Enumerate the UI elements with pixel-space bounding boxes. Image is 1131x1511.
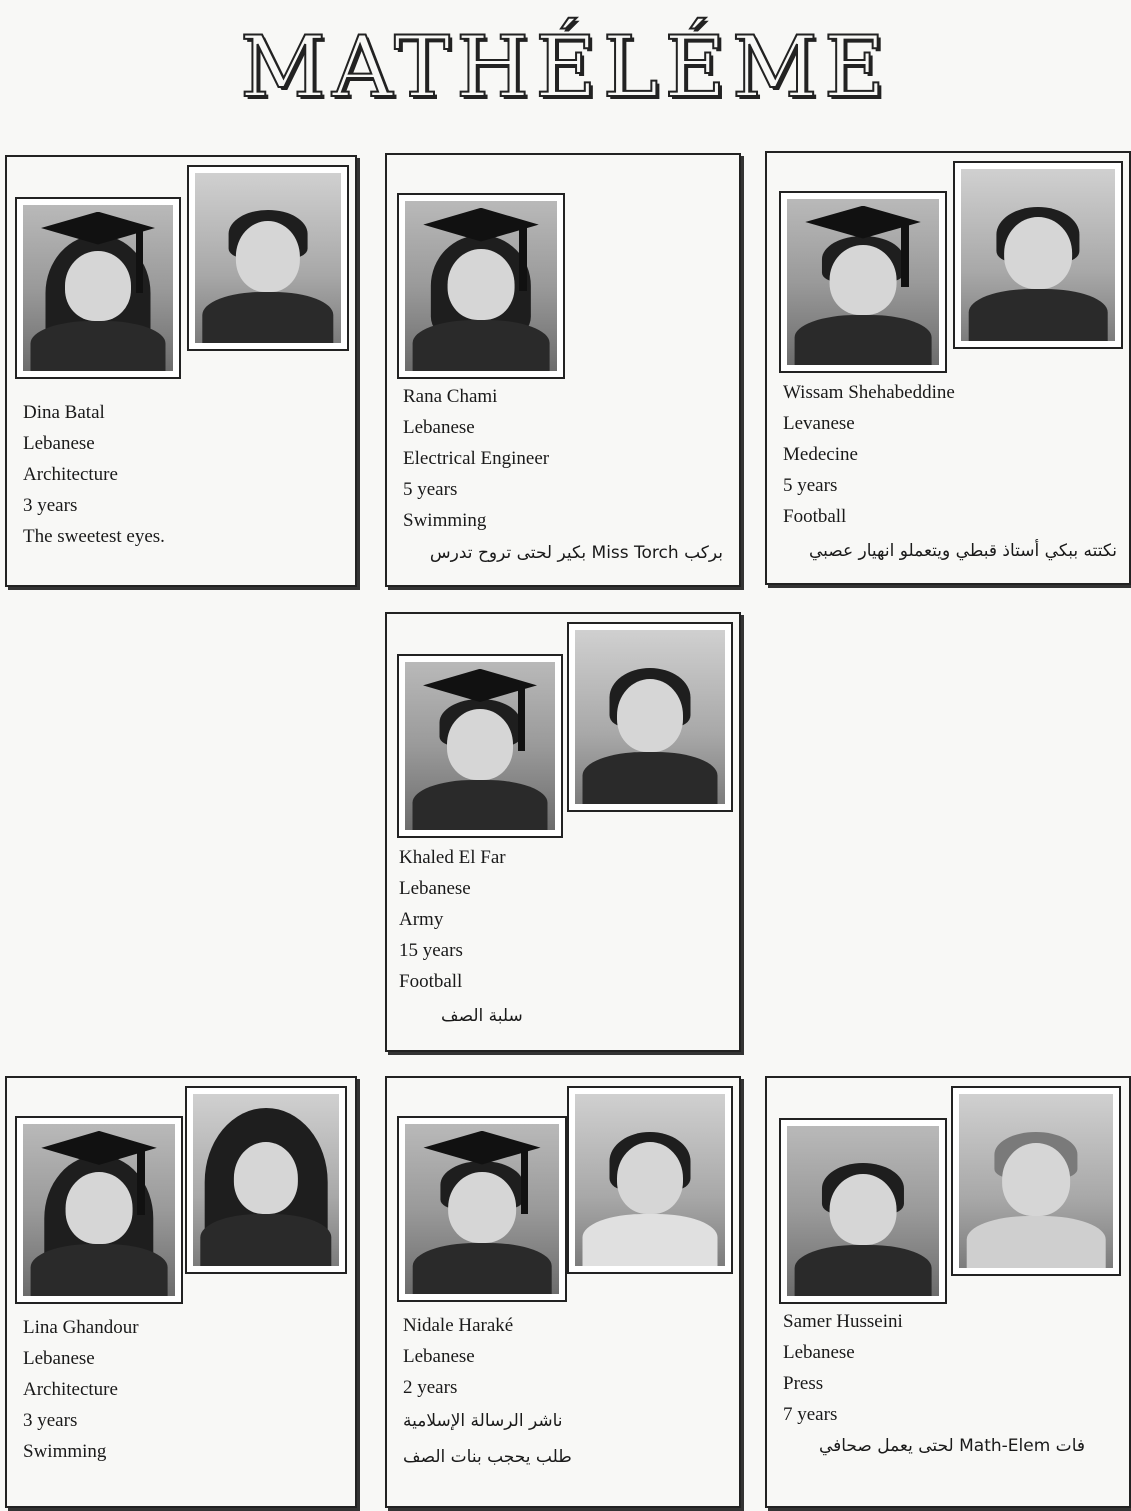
student-info — [783, 1306, 903, 1430]
student-info — [403, 1310, 577, 1475]
student-nationality: Lebanese — [399, 878, 471, 899]
student-nationality: Lebanese — [23, 1348, 95, 1369]
student-field: Architecture — [23, 1379, 118, 1400]
student-field: Architecture — [23, 464, 118, 485]
student-years: 15 years — [399, 940, 463, 961]
childhood-photo — [185, 1086, 347, 1274]
student-note: ناشر الرسالة الإسلامية — [403, 1411, 563, 1431]
student-nationality: Levanese — [783, 413, 855, 434]
student-info — [783, 377, 955, 532]
student-nationality: Lebanese — [23, 433, 95, 454]
student-name: Dina Batal — [23, 402, 105, 423]
graduation-photo — [397, 654, 563, 838]
student-name: Lina Ghandour — [23, 1317, 139, 1338]
childhood-photo — [567, 622, 733, 812]
student-hobby: Football — [399, 971, 463, 992]
student-card — [765, 1076, 1131, 1508]
student-info — [23, 397, 165, 552]
student-nationality: Lebanese — [403, 417, 475, 438]
student-card — [385, 153, 741, 587]
student-years: 3 years — [23, 1410, 78, 1431]
student-years: 5 years — [403, 479, 458, 500]
student-note: طلب يحجب بنات الصف — [403, 1447, 572, 1467]
student-name: Khaled El Far — [399, 847, 506, 868]
student-years: 2 years — [403, 1377, 458, 1398]
student-card — [385, 612, 741, 1052]
student-note: نكتته ببكي أستاذ قبطي ويتعملو انهيار عصبي — [808, 541, 1117, 561]
graduation-photo — [397, 1116, 567, 1302]
student-hobby: Swimming — [23, 1441, 107, 1462]
graduation-photo — [15, 1116, 183, 1304]
graduation-photo — [15, 197, 181, 379]
student-name: Wissam Shehabeddine — [783, 382, 955, 403]
student-nationality: Lebanese — [783, 1342, 855, 1363]
student-card — [5, 1076, 357, 1508]
graduation-photo — [397, 193, 565, 379]
student-years: 5 years — [783, 475, 838, 496]
student-field: Electrical Engineer — [403, 448, 550, 469]
childhood-photo — [567, 1086, 733, 1274]
student-name: Rana Chami — [403, 386, 498, 407]
student-name: Nidale Haraké — [403, 1315, 514, 1336]
student-card — [5, 155, 357, 587]
student-note: بركب Miss Torch بكير لحتى تروح تدرس — [429, 543, 723, 563]
student-nationality: Lebanese — [403, 1346, 475, 1367]
student-hobby: Swimming — [403, 510, 487, 531]
student-field: Army — [399, 909, 444, 930]
student-info — [399, 842, 506, 997]
student-info — [23, 1312, 139, 1467]
student-hobby: Football — [783, 506, 847, 527]
student-years: 3 years — [23, 495, 78, 516]
childhood-photo — [187, 165, 349, 351]
student-field: Medecine — [783, 444, 858, 465]
student-years: 7 years — [783, 1404, 838, 1425]
childhood-photo — [951, 1086, 1121, 1276]
student-name: Samer Husseini — [783, 1311, 903, 1332]
student-card — [765, 151, 1131, 585]
graduation-photo — [779, 191, 947, 373]
student-field: Press — [783, 1373, 824, 1394]
student-info — [403, 381, 549, 536]
page-title: MATHÉLÉME — [239, 18, 892, 116]
student-note: فات Math-Elem لحتى يعمل صحافي — [818, 1436, 1085, 1456]
student-note: سلبة الصف — [441, 1006, 523, 1026]
student-card — [385, 1076, 741, 1508]
childhood-photo — [953, 161, 1123, 349]
student-note: The sweetest eyes. — [23, 526, 165, 547]
graduation-photo — [779, 1118, 947, 1304]
